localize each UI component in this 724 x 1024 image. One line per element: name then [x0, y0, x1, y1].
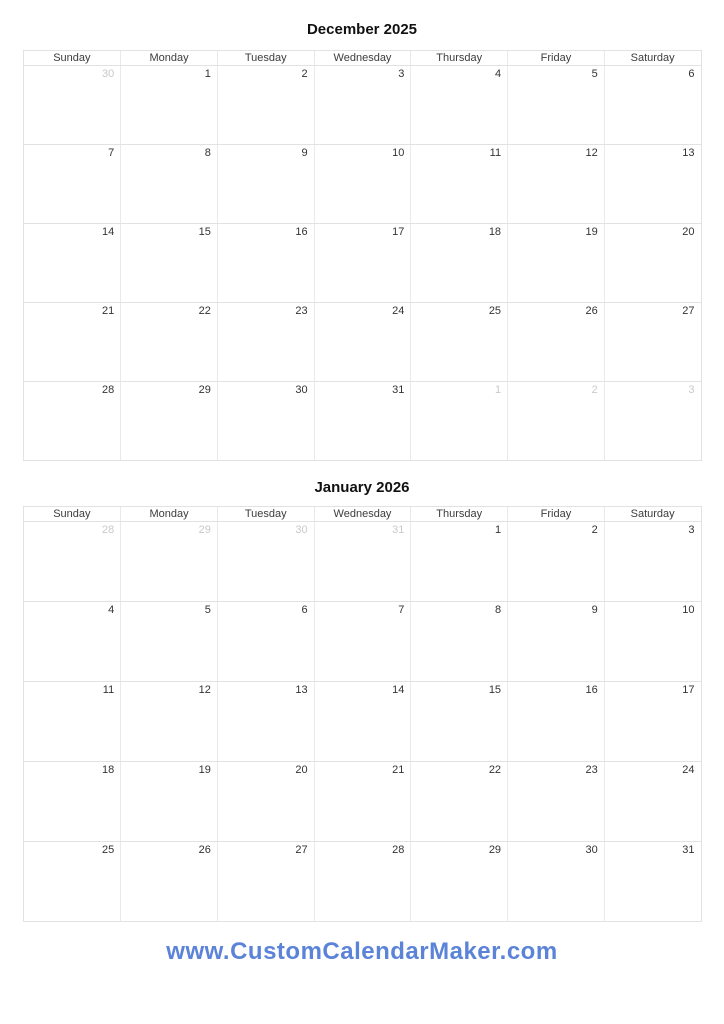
day-cell	[314, 682, 411, 761]
day-number: 27	[295, 844, 308, 856]
day-number: 3	[398, 68, 405, 80]
week-row	[24, 144, 701, 223]
day-cell	[507, 762, 604, 841]
day-number: 10	[392, 147, 405, 159]
day-cell	[24, 145, 121, 223]
day-number: 24	[682, 764, 695, 776]
day-number: 4	[494, 68, 502, 80]
day-number: 5	[591, 68, 598, 80]
day-number: 14	[392, 684, 405, 696]
day-number: 15	[198, 226, 211, 238]
day-cell	[410, 382, 507, 460]
week-row	[24, 381, 701, 460]
day-number: 23	[295, 305, 308, 317]
day-cell	[120, 66, 217, 144]
day-cell	[507, 522, 604, 601]
day-number: 28	[101, 384, 115, 396]
day-cell	[604, 66, 701, 144]
weekday-label: Friday	[507, 507, 604, 521]
day-cell	[410, 762, 507, 841]
day-cell	[604, 145, 701, 223]
day-cell	[507, 842, 604, 921]
weekday-label: Tuesday	[217, 51, 314, 65]
day-cell	[604, 602, 701, 681]
day-number: 24	[392, 305, 405, 317]
day-cell	[314, 145, 411, 223]
week-row	[24, 761, 701, 841]
day-cell	[410, 66, 507, 144]
day-cell	[604, 682, 701, 761]
day-cell	[217, 762, 314, 841]
weekday-label: Wednesday	[314, 507, 411, 521]
day-number: 22	[198, 305, 211, 317]
day-cell	[604, 224, 701, 302]
day-cell	[314, 66, 411, 144]
month-grid-body	[24, 522, 701, 921]
day-cell	[314, 382, 411, 460]
day-cell	[24, 682, 121, 761]
day-number: 9	[301, 147, 308, 159]
day-cell	[120, 382, 217, 460]
day-cell	[507, 66, 604, 144]
day-number: 26	[198, 844, 211, 856]
day-number: 8	[204, 147, 211, 159]
day-cell	[507, 224, 604, 302]
day-cell	[24, 303, 121, 381]
day-cell	[314, 762, 411, 841]
day-number: 7	[398, 604, 405, 616]
day-number: 1	[494, 524, 502, 536]
day-number: 5	[204, 604, 211, 616]
weekday-label: Monday	[120, 51, 217, 65]
month-january-2026	[0, 479, 724, 922]
day-cell	[410, 602, 507, 681]
day-number: 31	[682, 844, 695, 856]
day-number: 3	[688, 524, 695, 536]
day-cell	[410, 224, 507, 302]
day-number: 13	[682, 147, 695, 159]
day-number: 21	[392, 764, 405, 776]
day-number: 30	[295, 524, 308, 536]
day-number: 16	[295, 226, 308, 238]
day-cell	[507, 602, 604, 681]
day-number: 28	[392, 844, 405, 856]
weekday-label: Tuesday	[217, 507, 314, 521]
day-cell	[24, 602, 121, 681]
day-cell	[24, 842, 121, 921]
day-cell	[217, 382, 314, 460]
day-number: 17	[392, 226, 405, 238]
day-cell	[217, 224, 314, 302]
day-number: 20	[682, 226, 695, 238]
day-number: 17	[682, 684, 695, 696]
day-cell	[604, 762, 701, 841]
day-cell	[120, 602, 217, 681]
day-cell	[120, 842, 217, 921]
weekday-label: Friday	[507, 51, 604, 65]
day-cell	[507, 145, 604, 223]
day-number: 11	[489, 147, 502, 159]
weekday-label: Sunday	[53, 508, 91, 520]
day-number: 27	[682, 305, 695, 317]
day-number: 26	[585, 305, 598, 317]
weekday-label: Saturday	[604, 507, 701, 521]
day-number: 31	[392, 524, 405, 536]
day-number: 19	[585, 226, 598, 238]
day-cell	[314, 522, 411, 601]
day-number: 23	[585, 764, 598, 776]
day-cell	[314, 303, 411, 381]
week-row	[24, 681, 701, 761]
weekday-label: Thursday	[410, 507, 507, 521]
day-number: 18	[101, 764, 115, 776]
day-number: 2	[591, 524, 598, 536]
day-number: 31	[392, 384, 405, 396]
weekday-header-row	[24, 51, 701, 66]
day-cell	[604, 842, 701, 921]
day-cell	[410, 303, 507, 381]
month-december-2025	[0, 21, 724, 461]
month-grid-body	[24, 66, 701, 460]
day-cell	[217, 303, 314, 381]
month-title: January 2026	[314, 479, 410, 496]
week-row	[24, 522, 701, 601]
day-cell	[24, 382, 121, 460]
day-number: 18	[488, 226, 502, 238]
day-cell	[120, 303, 217, 381]
week-row	[24, 66, 701, 144]
day-cell	[217, 602, 314, 681]
day-cell	[314, 842, 411, 921]
day-number: 16	[585, 684, 598, 696]
day-number: 25	[488, 305, 502, 317]
day-number: 2	[591, 384, 598, 396]
day-cell	[217, 66, 314, 144]
day-cell	[120, 224, 217, 302]
day-number: 13	[295, 684, 308, 696]
months-container	[0, 21, 724, 922]
day-number: 4	[108, 604, 115, 616]
day-number: 30	[585, 844, 598, 856]
weekday-label: Thursday	[410, 51, 507, 65]
day-number: 2	[301, 68, 308, 80]
day-cell	[217, 522, 314, 601]
day-number: 6	[301, 604, 308, 616]
day-cell	[410, 145, 507, 223]
footer-url-link[interactable]: www.CustomCalendarMaker.com	[166, 938, 558, 965]
day-number: 21	[101, 305, 115, 317]
weekday-label: Wednesday	[314, 51, 411, 65]
day-cell	[604, 303, 701, 381]
week-row	[24, 302, 701, 381]
day-cell	[24, 224, 121, 302]
week-row	[24, 841, 701, 921]
day-number: 10	[682, 604, 695, 616]
week-row	[24, 223, 701, 302]
weekday-header-row	[24, 507, 701, 522]
day-cell	[217, 145, 314, 223]
day-cell	[217, 682, 314, 761]
day-cell	[410, 522, 507, 601]
week-row	[24, 601, 701, 681]
day-cell	[604, 522, 701, 601]
day-number: 9	[591, 604, 598, 616]
day-number: 8	[494, 604, 502, 616]
day-number: 25	[101, 844, 115, 856]
day-number: 11	[102, 684, 115, 696]
day-cell	[410, 682, 507, 761]
day-cell	[314, 224, 411, 302]
day-cell	[507, 682, 604, 761]
weekday-label: Sunday	[53, 52, 91, 64]
day-number: 20	[295, 764, 308, 776]
day-number: 6	[688, 68, 695, 80]
day-cell	[314, 602, 411, 681]
month-grid	[23, 50, 702, 461]
day-cell	[604, 382, 701, 460]
day-number: 22	[488, 764, 502, 776]
month-title: December 2025	[306, 21, 418, 38]
day-number: 30	[295, 384, 308, 396]
day-cell	[507, 382, 604, 460]
day-number: 29	[198, 384, 211, 396]
day-number: 29	[488, 844, 502, 856]
day-number: 1	[494, 384, 502, 396]
day-number: 14	[101, 226, 115, 238]
day-cell	[120, 682, 217, 761]
day-number: 15	[488, 684, 502, 696]
day-cell	[120, 145, 217, 223]
day-cell	[24, 66, 121, 144]
month-grid	[23, 506, 702, 922]
day-number: 12	[198, 684, 211, 696]
day-number: 19	[198, 764, 211, 776]
day-number: 3	[688, 384, 695, 396]
weekday-label: Monday	[120, 507, 217, 521]
day-cell	[120, 522, 217, 601]
footer	[0, 938, 724, 966]
day-cell	[217, 842, 314, 921]
day-cell	[120, 762, 217, 841]
day-cell	[507, 303, 604, 381]
day-number: 28	[101, 524, 115, 536]
weekday-label: Saturday	[604, 51, 701, 65]
day-number: 1	[204, 68, 211, 80]
day-number: 12	[585, 147, 598, 159]
day-number: 29	[198, 524, 211, 536]
day-number: 30	[101, 68, 115, 80]
day-cell	[24, 762, 121, 841]
day-number: 7	[108, 147, 115, 159]
day-cell	[24, 522, 121, 601]
day-cell	[410, 842, 507, 921]
